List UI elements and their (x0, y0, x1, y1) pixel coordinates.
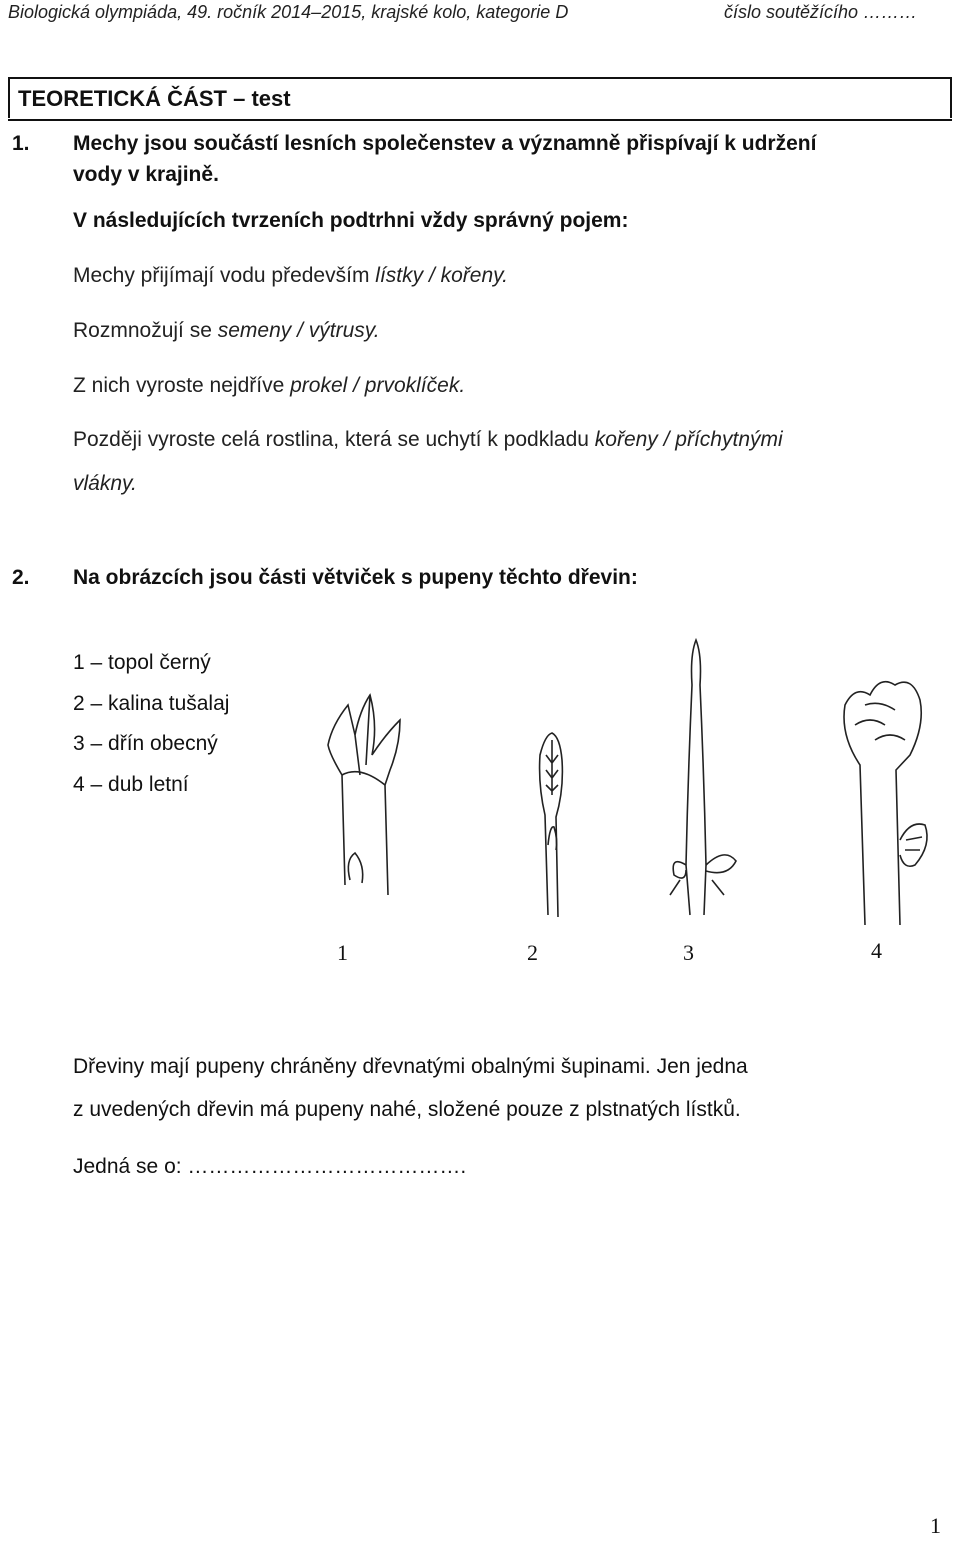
q1-line-1: Mechy jsou součástí lesních společenstev a významně přispívají k udržení (73, 132, 817, 155)
statement-options[interactable]: lístky / kořeny. (375, 264, 508, 287)
q1-statement-1 (73, 264, 508, 288)
figure-label: 2 (527, 940, 538, 965)
legend-item: 1 – topol černý (73, 651, 211, 674)
legend-item: 2 – kalina tušalaj (73, 692, 230, 715)
statement-text: Mechy přijímají vodu především (73, 264, 376, 287)
figure-label: 1 (337, 940, 348, 965)
q1-line-2: vody v krajině. (73, 163, 219, 186)
divider (8, 119, 952, 121)
section-title-box (8, 77, 952, 118)
q2-text: Na obrázcích jsou části větviček s pupeny těchto dřevin: (73, 566, 638, 589)
q1-statement-3 (73, 374, 465, 398)
q1-statement-4-cont (73, 472, 137, 496)
statement-text: Z nich vyroste nejdříve (73, 374, 291, 397)
q1-statement-4 (73, 428, 783, 452)
header-left: Biologická olympiáda, 49. ročník 2014–2015, krajské kolo, kategorie D (8, 2, 569, 22)
header-right: číslo soutěžícího ……… (724, 2, 918, 22)
statement-options[interactable]: vlákny. (73, 472, 137, 495)
twig-4-drawing (844, 682, 927, 925)
figure-label: 3 (683, 940, 694, 965)
page-number: 1 (930, 1513, 941, 1538)
q2-para-line-1: Dřeviny mají pupeny chráněny dřevnatými obalnými šupinami. Jen jedna (73, 1055, 748, 1078)
legend-item: 4 – dub letní (73, 773, 189, 796)
q1-number: 1. (12, 132, 30, 155)
statement-options[interactable]: semeny / výtrusy. (217, 319, 380, 342)
legend-item: 3 – dřín obecný (73, 732, 218, 755)
statement-text: Později vyroste celá rostlina, která se uchytí k podkladu (73, 428, 595, 451)
answer-line[interactable]: Jedná se o: …………………………………. (73, 1155, 467, 1178)
statement-options[interactable]: kořeny / příchytnými (594, 428, 783, 451)
twig-3-drawing (670, 640, 736, 915)
twig-illustration (300, 625, 960, 930)
q2-para-line-2: z uvedených dřevin má pupeny nahé, složené pouze z plstnatých lístků. (73, 1098, 741, 1121)
statement-text: Rozmnožují se (73, 319, 218, 342)
q2-number: 2. (12, 566, 30, 589)
q1-statement-2 (73, 319, 380, 343)
statement-options[interactable]: prokel / prvoklíček. (290, 374, 466, 397)
figure-label: 4 (871, 938, 882, 963)
q1-instruction: V následujících tvrzeních podtrhni vždy správný pojem: (73, 209, 629, 232)
twig-1-drawing (328, 695, 400, 895)
section-title: TEORETICKÁ ČÁST – test (18, 86, 291, 111)
twig-2-drawing (540, 733, 563, 917)
